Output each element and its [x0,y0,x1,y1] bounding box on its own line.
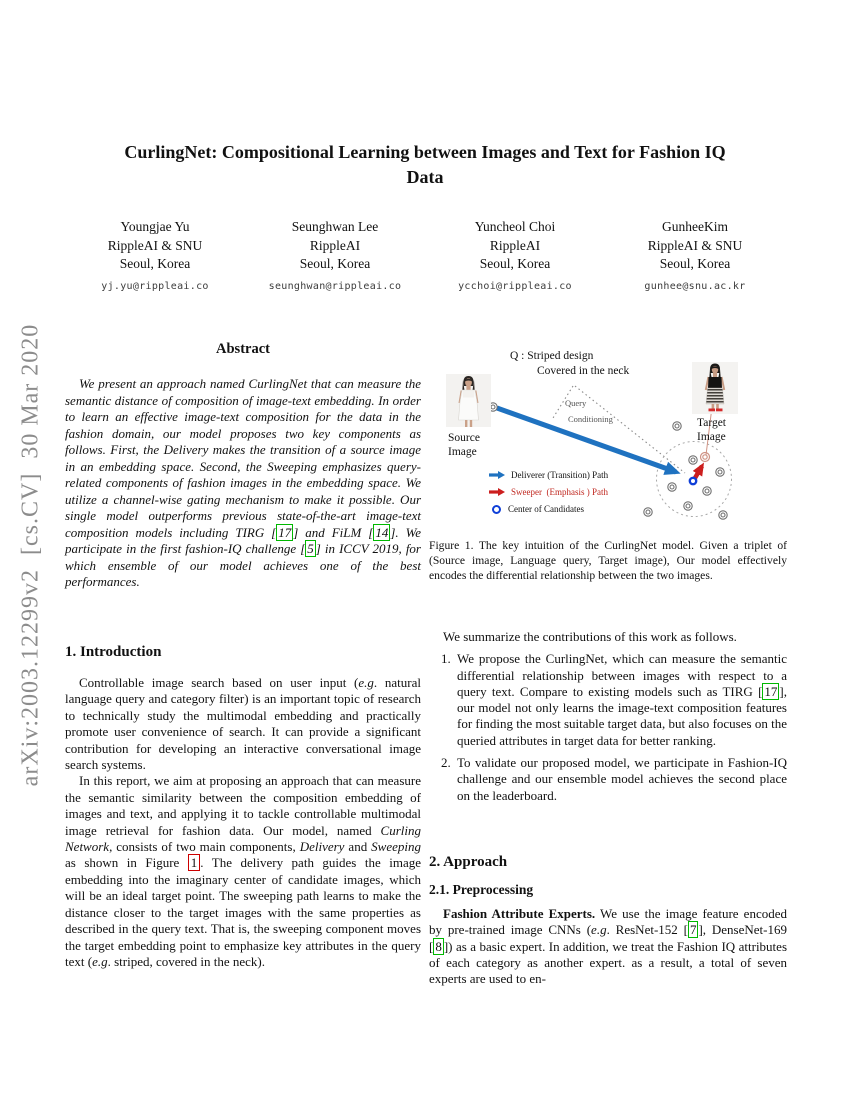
text-segment: as shown in Figure [65,855,188,871]
author-card [65,218,245,296]
contribution-item [429,755,787,804]
candidate-point-icon [689,456,697,464]
text-segment: ] and FiLM [ [293,524,374,540]
author-location: Seoul, Korea [299,256,371,272]
target-image-label: Target Image [697,417,726,443]
legend-label: Deliverer (Transition) Path [511,470,609,480]
introduction-text [65,675,421,970]
text-segment: ], DenseNet-169 [ [429,922,787,954]
figure-1 [429,345,789,538]
text-segment: To validate our proposed model, we participate in Fashion-IQ challenge and our ensemble model achieves the second place on the leaderboard. [457,755,787,803]
author-affiliation: RippleAI [309,237,361,253]
citation-link[interactable]: 5 [307,541,314,556]
contribution-text [457,755,787,803]
candidate-point-icon [719,511,727,519]
list-number: 2. [441,755,451,771]
author-name: Seunghwan Lee [291,219,379,234]
text-segment: e.g [92,953,108,969]
author-card [245,218,425,296]
center-of-candidates-icon [492,505,501,514]
paper-title-line-2: Data [406,167,444,187]
source-image-label: Source Image [448,432,480,458]
sweeper-arrow-icon [489,488,505,496]
text-segment: . natural language query and category filter) is an important topic of research to technically study the multimodal embedding and practically promote user convenience of search. It can provide a significant contribution for developing an interactive conversational image search systems. [65,675,421,773]
text-segment: Delivery [299,839,345,855]
figure-1-caption: Figure 1. The key intuition of the CurlingNet model. Given a triplet of (Source image, Language query, Target image), Our model effectively encodes the differential relationship between the two images. [429,539,787,582]
author-email: ycchoi@rippleai.co [458,280,572,292]
query-text-line-1: Q : Striped design [510,350,594,362]
candidate-point-icon [703,487,711,495]
author-location: Seoul, Korea [659,256,731,272]
query-conditioning-dotted-line [575,386,685,473]
candidate-point-icon [673,422,681,430]
citation-link[interactable]: 7 [689,922,697,938]
abstract-heading: Abstract [216,341,270,357]
text-segment: . ResNet-152 [ [606,922,688,938]
target-image-thumbnail [692,362,738,414]
sweeper-path-arrow [695,466,702,478]
text-segment: Fashion Attribute Experts. [443,906,596,921]
citation-link[interactable]: 14 [375,524,389,540]
author-location: Seoul, Korea [479,256,551,272]
text-segment: . striped, covered in the neck). [107,953,265,969]
text-segment: ] in ICCV 2019, for which ensemble of our model achieves one of the best performances. [65,541,421,589]
preprocessing-paragraph [429,906,787,987]
contribution-item [429,651,787,749]
legend-label: Center of Candidates [508,504,584,514]
text-segment: ]) as a basic expert. In addition, we treat the Fashion IQ attributes of each category as another expert. as a result, a total of seven experts are used to en- [429,938,787,987]
text-segment: ], our model not only learns the image-text composition features for finding the most suitable target data, but also focuses on the queried attributes in target data for better ranking. [457,683,787,748]
candidate-point-icon [716,468,724,476]
text-segment: We use the image feature encoded by pre-trained image CNNs ( [429,906,787,938]
text-segment: We propose the CurlingNet, which can measure the semantic differential relationship between images with respect to a query text. Compare to existing models such as TIRG [ [457,651,787,699]
abstract-text [65,376,421,591]
legend-row-deliverer [489,470,608,480]
text-segment: e.g [358,675,374,690]
paper-title-line-1: CurlingNet: Compositional Learning between Images and Text for Fashion IQ [124,142,726,162]
citation-link[interactable]: 8 [435,938,442,954]
author-block [65,218,785,296]
author-affiliation: RippleAI & SNU [107,237,203,253]
intro-paragraph-2 [65,773,421,970]
figure-ref-link[interactable]: 1 [188,854,201,871]
contributions-intro: We summarize the contributions of this work as follows. [443,629,737,644]
text-segment: e.g [591,922,607,938]
legend-row-sweeper [489,487,608,497]
citation-link[interactable]: 17 [764,683,778,699]
author-affiliation: RippleAI & SNU [647,237,743,253]
deliverer-arrow-icon [489,471,505,479]
section-2-heading: 2. Approach [429,854,508,870]
author-name: Yuncheol Choi [474,219,556,234]
author-location: Seoul, Korea [119,256,191,272]
candidate-point-icon [684,502,692,510]
text-segment: In this report, we aim at proposing an approach that can measure the semantic similarity between the composition embedding of images and text, and applying it to tackle controllable multimodal image retrieval for fashion data. Our model, named [65,773,421,838]
candidate-point-icon [668,483,676,491]
legend-row-center [489,504,584,514]
paper-title [65,140,785,190]
target-candidate-icon [701,453,710,462]
citation-link[interactable]: 17 [278,524,292,540]
author-email: seunghwan@rippleai.co [268,280,402,292]
candidate-point-icon [644,508,652,516]
center-of-candidates-icon [690,478,696,484]
author-card [425,218,605,296]
author-email: gunhee@snu.ac.kr [644,280,746,292]
contributions [429,629,787,804]
query-conditioning-label-1: Query [565,398,587,408]
author-card [605,218,785,296]
author-name: Youngjae Yu [120,219,190,234]
contribution-text [457,651,787,747]
author-name: GunheeKim [662,219,728,234]
legend-label: Sweeper (Emphasis ) Path [511,487,608,497]
source-image-thumbnail [446,374,491,427]
text-segment: We present an approach named CurlingNet that can measure the semantic distance of composition of image-text embedding. In order to learn an effective image-text composition for the data in the fashion domain, our model proposes two key components as follows. First, the Delivery makes the transition of a source image in an embedding space. Second, the Sweeping emphasizes query-related components of fashion images in the embedding space. We utilize a channel-wise gating mechanism to make it possible. Our single model outperforms previous state-of-the-art image-text composition models including TIRG [ [65,376,421,540]
text-segment: ]. We participate in the first fashion-IQ challenge [ [65,524,422,556]
text-segment: Curling Network [65,822,421,855]
query-text-line-2: Covered in the neck [537,365,630,377]
author-email: yj.yu@rippleai.co [101,280,209,292]
arxiv-watermark: arXiv:2003.12299v2 [cs.CV] 30 Mar 2020 [17,323,44,787]
subsection-2-1-heading: 2.1. Preprocessing [429,882,534,897]
intro-paragraph-1 [65,675,421,773]
section-1-heading: 1. Introduction [65,644,162,660]
author-affiliation: RippleAI [489,237,541,253]
query-conditioning-label-2: Conditioning [568,414,613,424]
list-number: 1. [441,651,451,667]
text-segment: , consists of two main components, [109,839,300,855]
text-segment: . The delivery path guides the image embedding into the imaginary center of candidate images, which will be an ideal target point. The sweeping path learns to make the distance closer to the target images with the same properties as described in the query text. That is, the sweeping component moves the target embedding point to emphasize key attributes in the query text ( [65,855,421,969]
text-segment: Controllable image search based on user input ( [79,675,359,690]
text-segment: Sweeping [371,839,421,855]
text-segment: and [344,839,372,855]
